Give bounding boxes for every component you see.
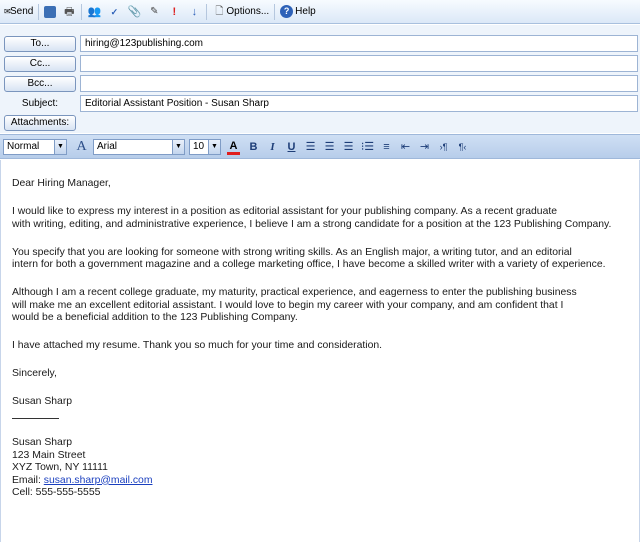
signature-divider <box>12 418 59 419</box>
help-icon: ? <box>280 5 293 18</box>
to-field[interactable] <box>80 35 638 52</box>
signature-block <box>12 437 639 500</box>
align-center-icon: ☰ <box>324 140 335 153</box>
attachments-row <box>0 113 640 132</box>
subject-row <box>0 94 640 113</box>
paragraph-4: I have attached my resume. Thank you so much for your time and consideration. <box>12 340 383 351</box>
paperclip-icon: 📎 <box>127 5 142 18</box>
send-label: Send <box>10 6 34 17</box>
to-button[interactable]: To... <box>4 36 76 52</box>
bcc-field[interactable] <box>80 75 638 92</box>
high-priority-icon: ! <box>172 5 177 18</box>
save-button[interactable] <box>41 2 59 22</box>
signature-name: Susan Sharp <box>12 396 73 407</box>
to-row <box>0 34 640 53</box>
main-toolbar <box>0 0 640 24</box>
bullets-button[interactable] <box>358 138 377 156</box>
numbering-button[interactable] <box>377 138 396 156</box>
subject-field[interactable] <box>80 95 638 112</box>
paragraph-2 <box>12 247 639 272</box>
options-button[interactable] <box>209 2 272 22</box>
left-to-right-icon: ›¶ <box>439 141 448 152</box>
signature-line: XYZ Town, NY 11111 <box>12 462 108 473</box>
chevron-down-icon: ▼ <box>208 140 220 154</box>
address-book-icon: 👥 <box>87 5 102 18</box>
paragraph-line: would be a beneficial addition to the 123 Publishing Company. <box>12 312 298 323</box>
signature-button[interactable] <box>144 2 164 22</box>
bcc-button[interactable]: Bcc... <box>4 76 76 92</box>
font-icon: A <box>76 138 87 154</box>
help-label: Help <box>295 6 316 17</box>
signature-line: Susan Sharp <box>12 437 73 448</box>
format-toolbar <box>0 134 640 159</box>
send-button[interactable] <box>1 2 36 22</box>
cc-row <box>0 54 640 73</box>
align-right-icon: ☰ <box>343 140 354 153</box>
message-header <box>0 25 640 133</box>
paragraph-3 <box>12 287 639 325</box>
align-center-button[interactable] <box>320 138 339 156</box>
align-right-button[interactable] <box>339 138 358 156</box>
font-size-select[interactable] <box>189 139 221 155</box>
toolbar-separator <box>81 4 82 20</box>
toolbar-separator <box>206 4 207 20</box>
cc-field[interactable] <box>80 55 638 72</box>
signature-email-line <box>12 475 639 488</box>
attachments-button[interactable]: Attachments: <box>4 115 76 131</box>
italic-button[interactable]: I <box>270 140 275 153</box>
chevron-down-icon: ▼ <box>172 140 184 154</box>
rtl-button[interactable] <box>453 138 472 156</box>
paragraph-line: You specify that you are looking for someone with strong writing skills. As an English major, a writing tutor, and an editorial <box>12 246 572 258</box>
address-book-button[interactable] <box>84 2 104 22</box>
toolbar-separator <box>274 4 275 20</box>
send-icon: ✉ <box>4 6 11 16</box>
options-label: Options... <box>226 6 270 17</box>
font-select[interactable] <box>93 139 185 155</box>
paragraph-1 <box>12 206 639 231</box>
print-button[interactable] <box>59 2 79 22</box>
paragraph-line: will make me an excellent editorial assistant. I would love to begin my career with your company, and am confident that I <box>12 299 564 311</box>
style-select[interactable] <box>3 139 67 155</box>
bcc-row <box>0 74 640 93</box>
align-left-icon: ☰ <box>305 140 316 153</box>
underline-button[interactable]: U <box>287 140 296 153</box>
cc-button[interactable]: Cc... <box>4 56 76 72</box>
ltr-button[interactable] <box>434 138 453 156</box>
signature-line: Cell: 555-555-5555 <box>12 487 101 498</box>
chevron-down-icon: ▼ <box>54 140 66 154</box>
signature-icon: ✎ <box>150 5 159 17</box>
increase-indent-button[interactable] <box>415 138 434 156</box>
signature-line: 123 Main Street <box>12 449 86 461</box>
save-icon <box>44 6 56 18</box>
align-left-button[interactable] <box>301 138 320 156</box>
spelling-button[interactable] <box>104 2 124 22</box>
email-label: Email: <box>12 474 44 486</box>
message-body[interactable] <box>0 160 640 542</box>
toolbar-separator <box>38 4 39 20</box>
closing: Sincerely, <box>12 368 57 379</box>
paragraph-line: Although I am a recent college graduate, my maturity, practical experience, and eagerness to enter the publishing business <box>12 287 577 298</box>
help-button[interactable] <box>277 2 319 22</box>
spellcheck-icon: ✓ <box>110 6 119 17</box>
decrease-indent-button[interactable] <box>396 138 415 156</box>
greeting: Dear Hiring Manager, <box>12 178 111 189</box>
numbered-list-icon: ≡ <box>383 140 390 153</box>
font-size-value: 10 <box>193 141 205 152</box>
low-priority-button[interactable] <box>184 2 204 22</box>
style-value: Normal <box>7 141 40 152</box>
indent-icon: ⇥ <box>419 140 430 153</box>
email-link[interactable]: susan.sharp@mail.com <box>43 474 153 486</box>
right-to-left-icon: ¶‹ <box>458 141 467 152</box>
bold-button[interactable]: B <box>249 140 258 153</box>
font-value: Arial <box>97 141 118 152</box>
options-icon: 🗋 <box>215 5 224 17</box>
outdent-icon: ⇤ <box>400 140 411 153</box>
font-color-button[interactable]: A <box>227 139 240 155</box>
low-priority-icon: ↓ <box>191 5 198 18</box>
subject-label: Subject: <box>21 98 59 109</box>
paragraph-line: with writing, editing, and administrative experience, I believe I am a strong candidate for a position at the 123 Publishing Company. <box>12 218 612 230</box>
attach-button[interactable] <box>124 2 144 22</box>
paragraph-line: I would like to express my interest in a position as editorial assistant for your publishing company. As a recent graduate <box>12 206 558 217</box>
print-icon: 🖶 <box>64 5 75 18</box>
bullet-list-icon: ⁝☰ <box>360 140 375 153</box>
paragraph-line: intern for both a government magazine and a college marketing office, I have become a skilled writer with a variety of experience. <box>12 259 606 270</box>
high-priority-button[interactable] <box>164 2 184 22</box>
